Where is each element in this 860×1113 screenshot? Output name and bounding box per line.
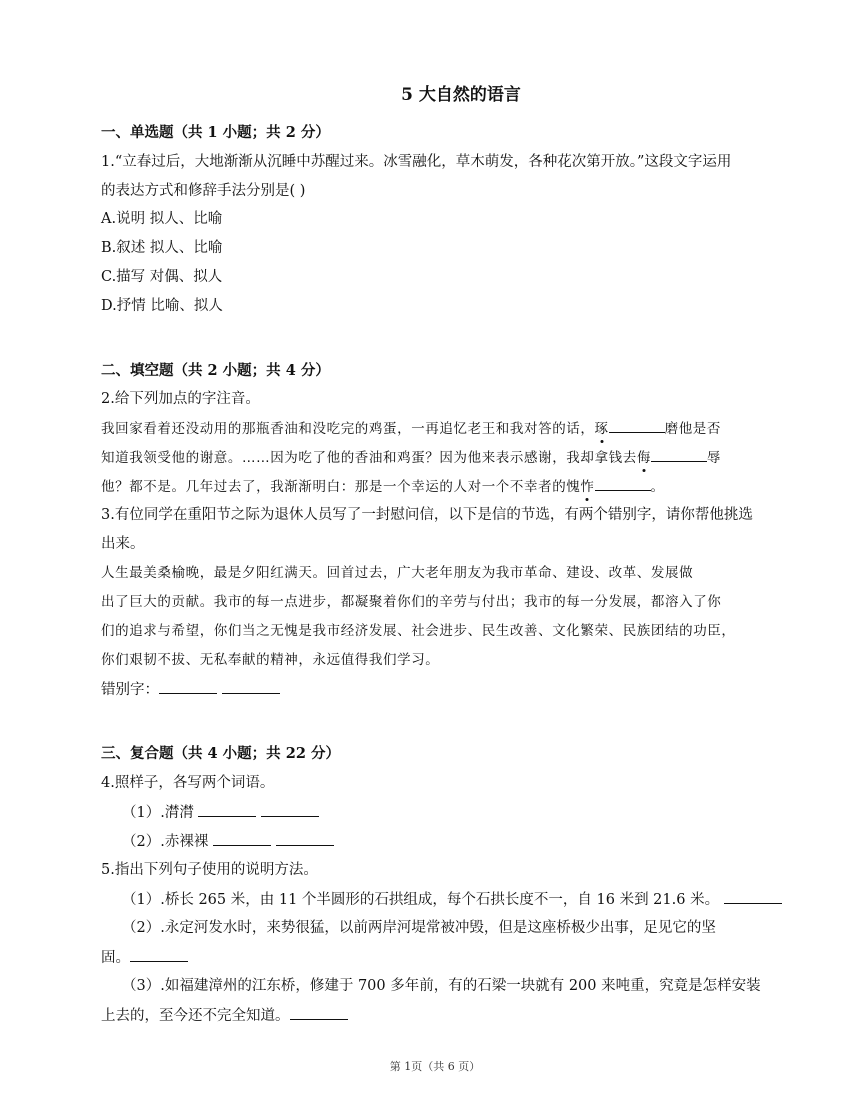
answer-blank[interactable] [130, 947, 188, 962]
answer-blank[interactable] [651, 447, 707, 462]
question-2-stem: 2.给下列加点的字注音。 [101, 391, 260, 407]
answer-label: 错别字： [101, 682, 159, 698]
answer-blank[interactable] [198, 802, 256, 817]
question-3-letter-line2: 出了巨大的贡献。我市的每一点进步，都凝聚着你们的辛劳与付出；我市的每一分发展，都溶入了你 [101, 594, 722, 610]
question-3-stem-line2: 出来。 [101, 536, 145, 552]
question-1-stem-line1: 1.“立春过后，大地渐渐从沉睡中苏醒过来。冰雪融化，草木萌发，各种花次第开放。”这段文字运用 [101, 154, 732, 170]
option-b: B.叙述 拟人、比喻 [101, 240, 223, 256]
item-text: 固。 [101, 950, 130, 966]
answer-blank[interactable] [276, 831, 334, 846]
option-a: A.说明 拟人、比喻 [101, 211, 223, 227]
passage-text: 磨他是否 [664, 421, 722, 437]
dotted-character: 侮 [636, 450, 651, 466]
question-3-letter-line3: 们的追求与希望，你们当之无愧是我市经济发展、社会进步、民生改善、文化繁荣、民族团结的功臣， [101, 623, 736, 639]
answer-blank[interactable] [724, 889, 782, 904]
passage-text: 。 [650, 479, 665, 495]
question-5-item-2-line1: （2）.永定河发水时，来势很猛，以前两岸河堤常被冲毁，但是这座桥极少出事，足见它的坚 [122, 920, 716, 936]
dotted-character: 琢 [594, 421, 609, 437]
question-5-item-2-line2 [101, 947, 188, 968]
question-2-passage-line1 [101, 418, 721, 439]
section-heading-fill-blank: 二、填空题（共 2 小题；共 4 分） [101, 362, 330, 379]
section-heading-single-choice: 一、单选题（共 1 小题；共 2 分） [101, 124, 330, 141]
page-title: 5 大自然的语言 [401, 85, 521, 105]
answer-blank[interactable] [609, 418, 665, 433]
dotted-character: 怍 [580, 479, 595, 495]
question-5-item-1 [122, 889, 782, 910]
question-3-letter-line4: 你们艰韧不拔、无私奉献的精神，永远值得我们学习。 [101, 652, 440, 668]
section-heading-composite: 三、复合题（共 4 小题；共 22 分） [101, 745, 340, 762]
question-4-stem: 4.照样子，各写两个词语。 [101, 775, 275, 791]
item-text: （1）.潸潸 [122, 805, 199, 821]
item-text: （1）.桥长 265 米，由 11 个半圆形的石拱组成，每个石拱长度不一，自 16 米到 21.6 米。 [122, 892, 720, 908]
answer-blank[interactable] [595, 476, 651, 491]
page-footer: 第 1页（共 6 页） [389, 1060, 481, 1073]
question-5-stem: 5.指出下列句子使用的说明方法。 [101, 862, 318, 878]
answer-blank[interactable] [222, 679, 280, 694]
answer-blank[interactable] [213, 831, 271, 846]
answer-blank[interactable] [290, 1005, 348, 1020]
question-5-item-3-line2 [101, 1005, 348, 1026]
question-4-item-1 [122, 802, 319, 823]
question-3-letter-line1: 人生最美桑榆晚，最是夕阳红满天。回首过去，广大老年朋友为我市革命、建设、改革、发展做 [101, 565, 694, 581]
option-c: C.描写 对偶、拟人 [101, 269, 223, 285]
passage-text: 我回家看着还没动用的那瓶香油和没吃完的鸡蛋，一再追忆老王和我对答的话， [101, 421, 595, 437]
passage-text: 辱 [706, 450, 722, 466]
passage-text: 他？都不是。几年过去了，我渐渐明白：那是一个幸运的人对一个不幸者的愧 [101, 479, 581, 495]
question-4-item-2 [122, 831, 334, 852]
answer-blank[interactable] [261, 802, 319, 817]
question-2-passage-line3 [101, 476, 665, 497]
question-2-passage-line2 [101, 447, 721, 468]
question-1-stem-line2: 的表达方式和修辞手法分别是( ) [101, 183, 306, 199]
question-3-answer-row [101, 679, 280, 700]
passage-text: 知道我领受他的谢意。……因为吃了他的香油和鸡蛋？因为他来表示感谢，我却拿钱去 [101, 450, 637, 466]
question-3-stem-line1: 3.有位同学在重阳节之际为退休人员写了一封慰问信，以下是信的节选，有两个错别字，请你帮他挑选 [101, 507, 753, 523]
item-text: 上去的，至今还不完全知道。 [101, 1008, 290, 1024]
option-d: D.抒情 比喻、拟人 [101, 298, 223, 314]
item-text: （2）.赤裸裸 [122, 834, 213, 850]
question-5-item-3-line1: （3）.如福建漳州的江东桥，修建于 700 多年前，有的石梁一块就有 200 来吨重，究竟是怎样安装 [122, 978, 761, 994]
answer-blank[interactable] [159, 679, 217, 694]
